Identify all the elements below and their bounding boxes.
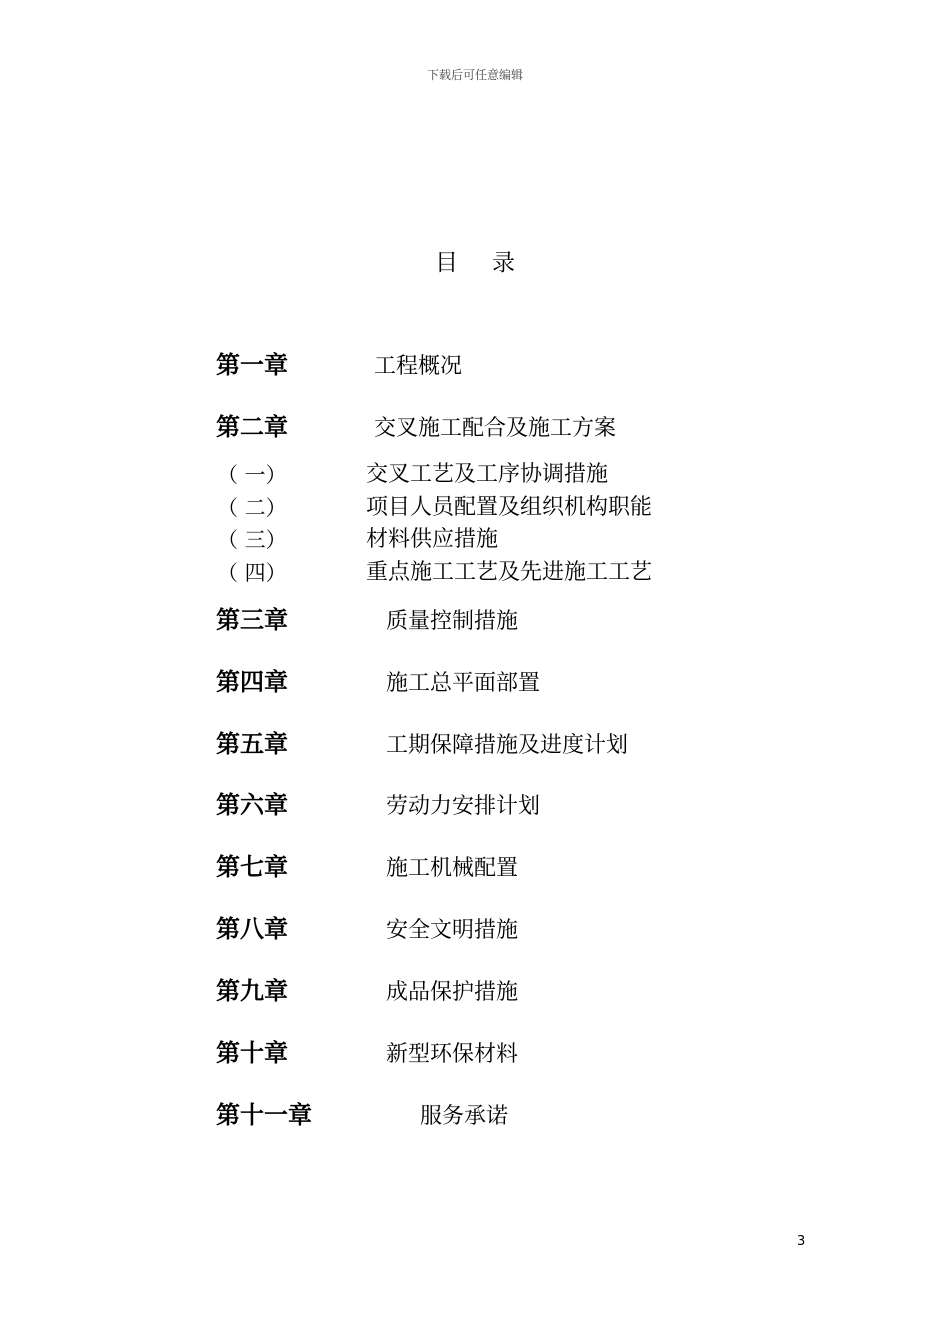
toc-chapter-11[interactable] <box>0 1100 950 1140</box>
chapter-label: 第十章 <box>216 1038 288 1067</box>
toc-chapter-1[interactable] <box>0 350 950 390</box>
chapter-label: 第五章 <box>216 729 288 758</box>
chapter-label: 第九章 <box>216 976 288 1005</box>
chapter-label: 第四章 <box>216 667 288 696</box>
toc-chapter-9[interactable] <box>0 976 950 1016</box>
chapter-title: 质量控制措施 <box>386 609 519 634</box>
toc-subsection-4[interactable] <box>0 559 950 599</box>
subsection-title: 项目人员配置及组织机构职能 <box>366 495 653 520</box>
toc-chapter-5[interactable] <box>0 729 950 769</box>
subsection-label: （ 一） <box>217 463 287 487</box>
chapter-label: 第十一章 <box>216 1100 312 1129</box>
chapter-label: 第八章 <box>216 914 288 943</box>
chapter-title: 服务承诺 <box>420 1104 509 1129</box>
chapter-label: 第二章 <box>216 412 288 441</box>
chapter-title: 安全文明措施 <box>386 918 519 943</box>
chapter-title: 工期保障措施及进度计划 <box>386 733 629 758</box>
chapter-label: 第七章 <box>216 852 288 881</box>
toc-chapter-7[interactable] <box>0 852 950 892</box>
toc-chapter-3[interactable] <box>0 605 950 645</box>
subsection-label: （ 三） <box>217 528 287 552</box>
subsection-title: 重点施工工艺及先进施工工艺 <box>366 560 653 585</box>
toc-chapter-4[interactable] <box>0 667 950 707</box>
chapter-title: 工程概况 <box>374 354 463 379</box>
toc-title: 目录 <box>435 250 549 276</box>
subsection-label: （ 二） <box>217 496 287 520</box>
chapter-title: 新型环保材料 <box>386 1042 519 1067</box>
subsection-title: 材料供应措施 <box>366 527 499 552</box>
toc-chapter-2[interactable] <box>0 412 950 452</box>
chapter-label: 第六章 <box>216 790 288 819</box>
chapter-title: 成品保护措施 <box>386 980 519 1005</box>
toc-chapter-10[interactable] <box>0 1038 950 1078</box>
chapter-title: 施工总平面部置 <box>386 671 541 696</box>
chapter-label: 第三章 <box>216 605 288 634</box>
chapter-label: 第一章 <box>216 350 288 379</box>
page-number: 3 <box>797 1234 806 1249</box>
chapter-title: 施工机械配置 <box>386 856 519 881</box>
subsection-title: 交叉工艺及工序协调措施 <box>366 462 609 487</box>
toc-chapter-8[interactable] <box>0 914 950 954</box>
chapter-title: 交叉施工配合及施工方案 <box>374 416 617 441</box>
header-note: 下载后可任意编辑 <box>426 68 523 82</box>
toc-chapter-6[interactable] <box>0 790 950 830</box>
subsection-label: （ 四） <box>217 561 287 585</box>
chapter-title: 劳动力安排计划 <box>386 794 541 819</box>
